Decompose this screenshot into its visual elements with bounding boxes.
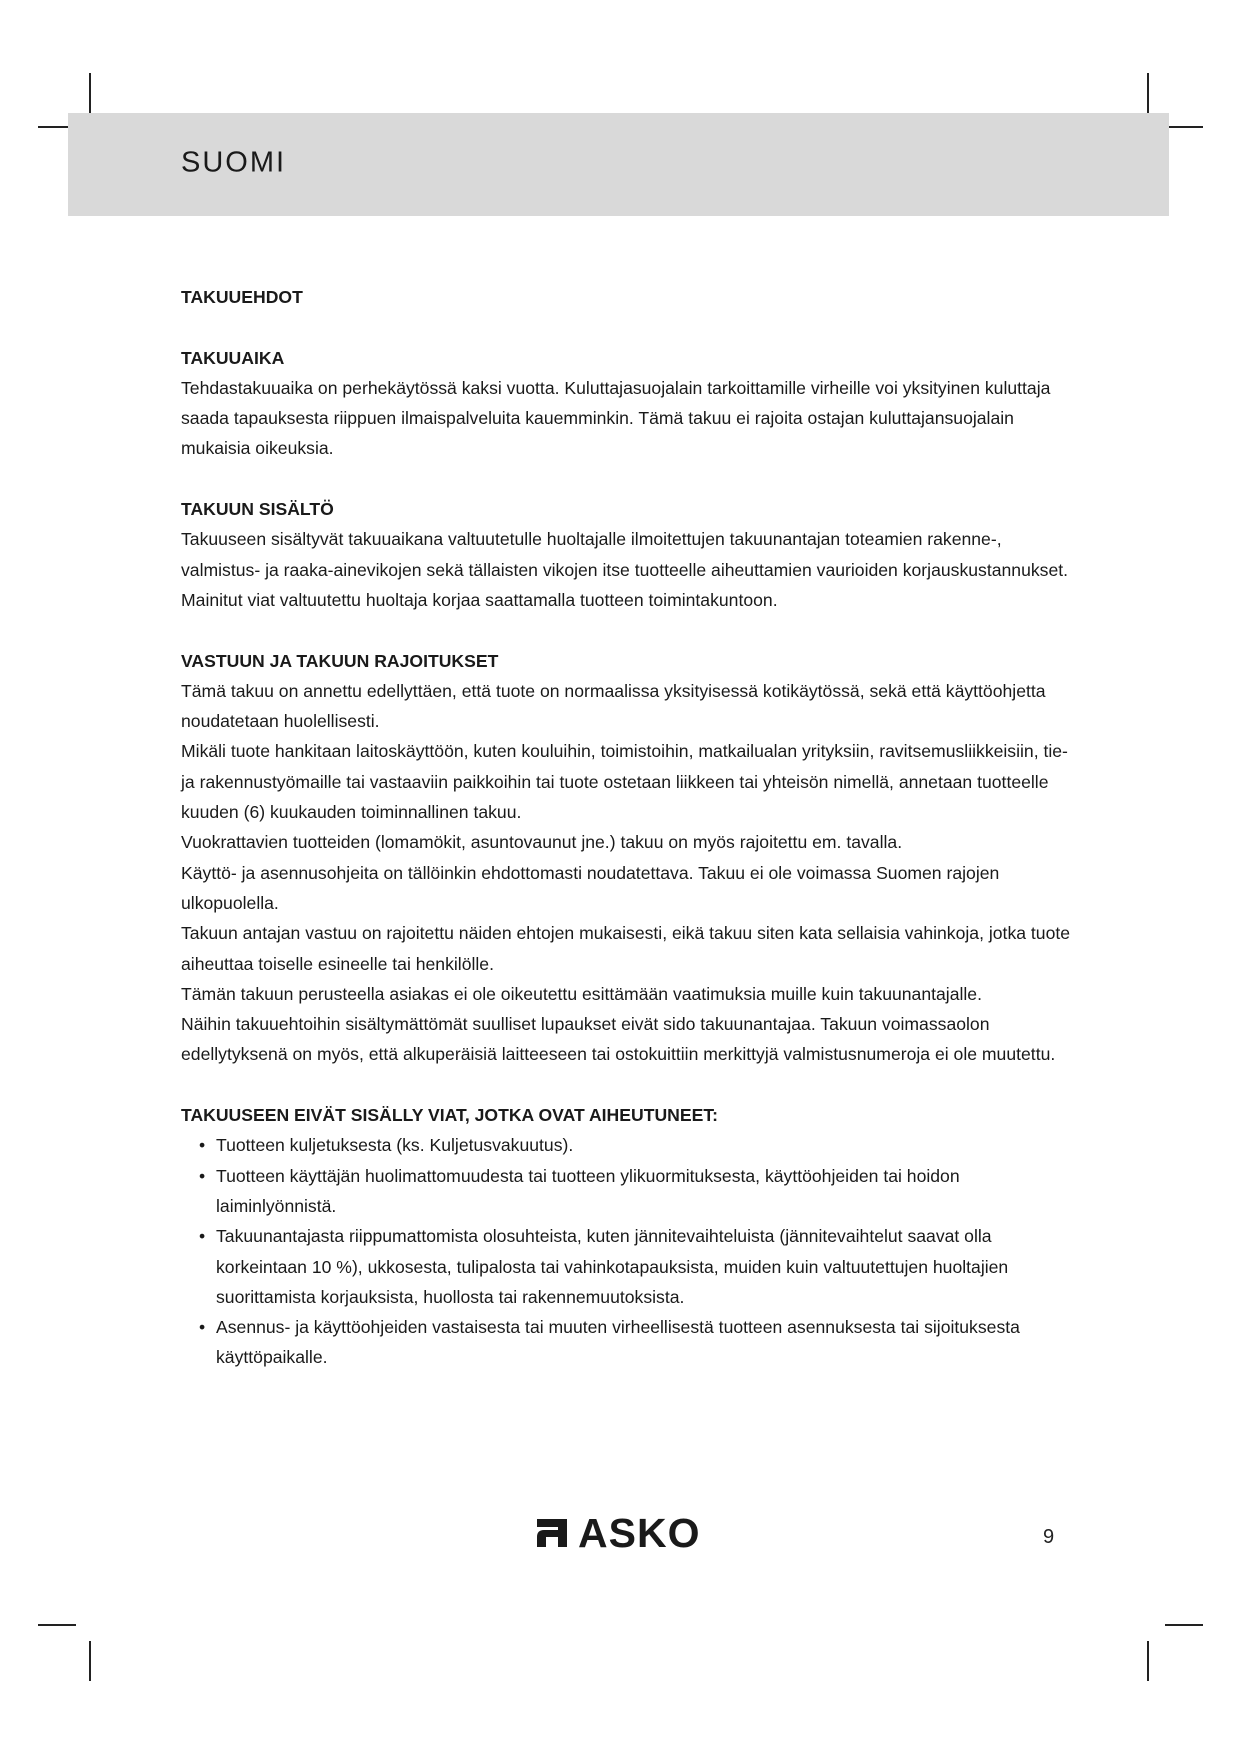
section-heading: VASTUUN JA TAKUUN RAJOITUKSET [181,650,499,671]
crop-mark-bottom-right-horizontal [1165,1624,1203,1626]
paragraph: Tämän takuun perusteella asiakas ei ole oikeutettu esittämään vaatimuksia muille kuin takuunantajalle. [181,983,982,1004]
paragraph: Näihin takuuehtoihin sisältymättömät suulliset lupaukset eivät sido takuunantajaa. Takuun voimassaolon edellytyksenä on myös, että alkuperäisiä laitteeseen tai ostokuittiin merkittyjä valmistusnumeroja ei ole muutettu. [181,1014,1056,1065]
list-item: • Takuunantajasta riippumattomista olosuhteista, kuten jännitevaihteluista (jännitevaihtelut saavat olla korkeintaan 10 %), ukkosesta, tulipalosta tai vahinkotapauksista, muiden kuin valtuutettujen huoltajien suorittamista korjauksista, huollosta tai rakennemuutoksista. [181,1221,1081,1312]
section-heading: TAKUUSEEN EIVÄT SISÄLLY VIAT, JOTKA OVAT AIHEUTUNEET: [181,1105,718,1126]
crop-mark-bottom-left-vertical [89,1641,91,1681]
section-warranty-period [181,343,1081,464]
crop-mark-bottom-right-vertical [1147,1641,1149,1681]
section-exclusions [181,1100,1081,1373]
paragraph: Tehdastakuuaika on perhekäytössä kaksi vuotta. Kuluttajasuojalain tarkoittamille virheille voi yksityinen kuluttaja saada tapauksesta riippuen ilmaispalveluita kauemminkin. Tämä takuu ei rajoita ostajan kuluttajansuojalain mukaisia oikeuksia. [181,377,1051,459]
asko-logo [534,1511,700,1555]
paragraph: Takuun antajan vastuu on rajoitettu näiden ehtojen mukaisesti, eikä takuu siten kata sellaisia vahinkoja, jotka tuote aiheuttaa toiselle esineelle tai henkilölle. [181,923,1071,974]
crop-mark-top-right-horizontal [1165,126,1203,128]
section-limitations [181,646,1081,1070]
list-item: • Tuotteen kuljetuksesta (ks. Kuljetusvakuutus). [181,1130,1081,1160]
document-title: TAKUUEHDOT [181,287,303,307]
section-warranty-content [181,494,1081,615]
crop-mark-bottom-left-horizontal [38,1624,76,1626]
exclusions-list [181,1130,1081,1372]
asko-logo-icon [534,1518,570,1548]
paragraph: Käyttö- ja asennusohjeita on tällöinkin ehdottomasti noudatettava. Takuu ei ole voimassa Suomen rajojen ulkopuolella. [181,862,1000,913]
section-heading: TAKUUAIKA [181,347,285,368]
section-heading: TAKUUN SISÄLTÖ [181,499,334,520]
paragraph: Vuokrattavien tuotteiden (lomamökit, asuntovaunut jne.) takuu on myös rajoitettu em. tavalla. [181,832,903,853]
list-item: • Asennus- ja käyttöohjeiden vastaisesta tai muuten virheellisestä tuotteen asennuksesta tai sijoituksesta käyttöpaikalle. [181,1312,1081,1373]
paragraph: Mainitut viat valtuutettu huoltaja korjaa saattamalla tuotteen toimintakuntoon. [181,589,778,610]
list-item: • Tuotteen käyttäjän huolimattomuudesta tai tuotteen ylikuormituksesta, käyttöohjeiden tai hoidon laiminlyönnistä. [181,1161,1081,1222]
crop-mark-top-right-vertical [1147,73,1149,113]
paragraph: Takuuseen sisältyvät takuuaikana valtuutetulle huoltajalle ilmoitettujen takuunantajan toteamien rakenne-, valmistus- ja raaka-ainevikojen sekä tällaisten vikojen itse tuotteelle aiheuttamien vaurioiden korjauskustannukset. [181,529,1069,580]
document-body [181,282,1081,1403]
paragraph: Tämä takuu on annettu edellyttäen, että tuote on normaalissa yksityisessä kotikäytössä, sekä että käyttöohjetta noudatetaan huolellisesti. [181,680,1046,732]
header-band [68,113,1169,216]
page-number: 9 [1043,1526,1055,1548]
language-title: SUOMI [181,146,287,179]
logo-text: ASKO [578,1509,701,1556]
paragraph: Mikäli tuote hankitaan laitoskäyttöön, kuten kouluihin, toimistoihin, matkailualan yrityksiin, ravitsemusliikkeisiin, tie- ja rakennustyömaille tai vastaaviin paikkoihin tai tuote ostetaan liikkeen tai yhteisön nimellä, annetaan tuotteelle kuuden (6) kuukauden toiminnallinen takuu. [181,741,1068,823]
crop-mark-top-left-vertical [89,73,91,113]
